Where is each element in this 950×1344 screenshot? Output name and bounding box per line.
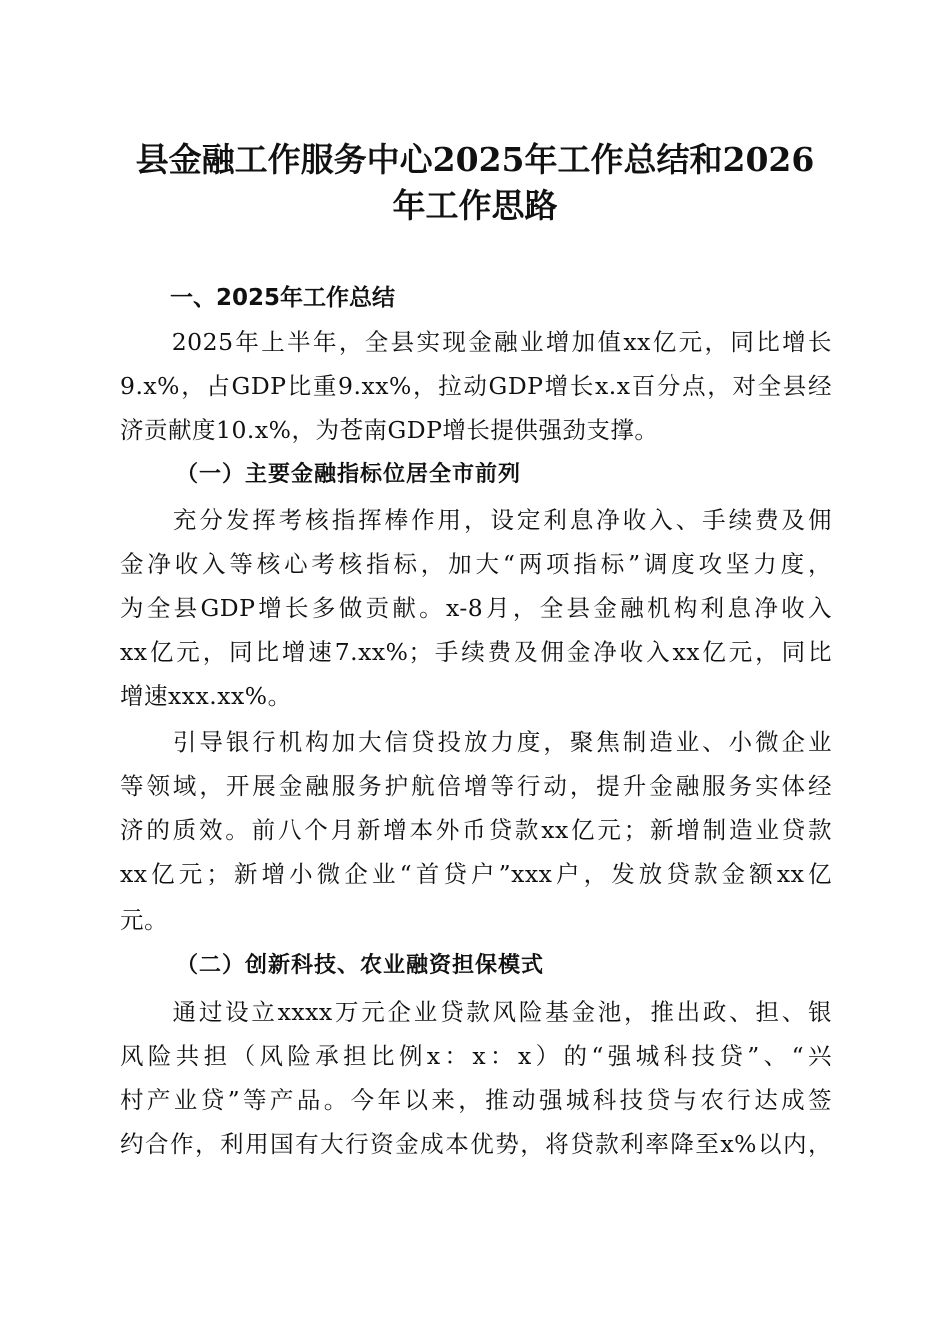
- paragraph-1-line-2: 9.x%，占GDP比重9.xx%，拉动GDP增长x.x百分点，对全县经: [120, 372, 832, 400]
- document-title-line-1: 县金融工作服务中心2025年工作总结和2026: [135, 140, 815, 179]
- paragraph-4-line-4: 约合作，利用国有大行资金成本优势，将贷款利率降至x%以内，: [120, 1130, 832, 1158]
- paragraph-2-line-1: 充分发挥考核指挥棒作用，设定利息净收入、手续费及佣: [120, 506, 832, 534]
- paragraph-3-line-3: 济的质效。前八个月新增本外币贷款xx亿元；新增制造业贷款: [120, 816, 832, 844]
- subsection-heading-1: （一）主要金融指标位居全市前列: [176, 462, 522, 487]
- paragraph-2-line-2: 金净收入等核心考核指标，加大“两项指标”调度攻坚力度，: [120, 550, 832, 578]
- paragraph-3-line-1: 引导银行机构加大信贷投放力度，聚焦制造业、小微企业: [120, 728, 832, 756]
- subsection-heading-2: （二）创新科技、农业融资担保模式: [176, 953, 545, 978]
- paragraph-4-line-3: 村产业贷”等产品。今年以来，推动强城科技贷与农行达成签: [120, 1086, 832, 1114]
- paragraph-2-line-4: xx亿元，同比增速7.xx%；手续费及佣金净收入xx亿元，同比: [120, 638, 832, 666]
- document-title-line-2: 年工作思路: [392, 186, 558, 225]
- paragraph-3-line-5: 元。: [120, 906, 168, 934]
- paragraph-3-line-2: 等领域，开展金融服务护航倍增等行动，提升金融服务实体经: [120, 772, 832, 800]
- paragraph-4-line-1: 通过设立xxxx万元企业贷款风险基金池，推出政、担、银: [120, 998, 832, 1026]
- paragraph-4-line-2: 风险共担（风险承担比例x：x：x）的“强城科技贷”、“兴: [120, 1042, 832, 1070]
- section-heading-summary: 一、2025年工作总结: [170, 285, 396, 311]
- paragraph-1-line-3: 济贡献度10.x%，为苍南GDP增长提供强劲支撑。: [120, 416, 659, 444]
- paragraph-3-line-4: xx亿元；新增小微企业“首贷户”xxx户，发放贷款金额xx亿: [120, 860, 832, 888]
- paragraph-2-line-3: 为全县GDP增长多做贡献。x-8月，全县金融机构利息净收入: [120, 594, 832, 622]
- paragraph-2-line-5: 增速xxx.xx%。: [120, 682, 292, 710]
- paragraph-1-line-1: 2025年上半年，全县实现金融业增加值xx亿元，同比增长: [120, 328, 832, 356]
